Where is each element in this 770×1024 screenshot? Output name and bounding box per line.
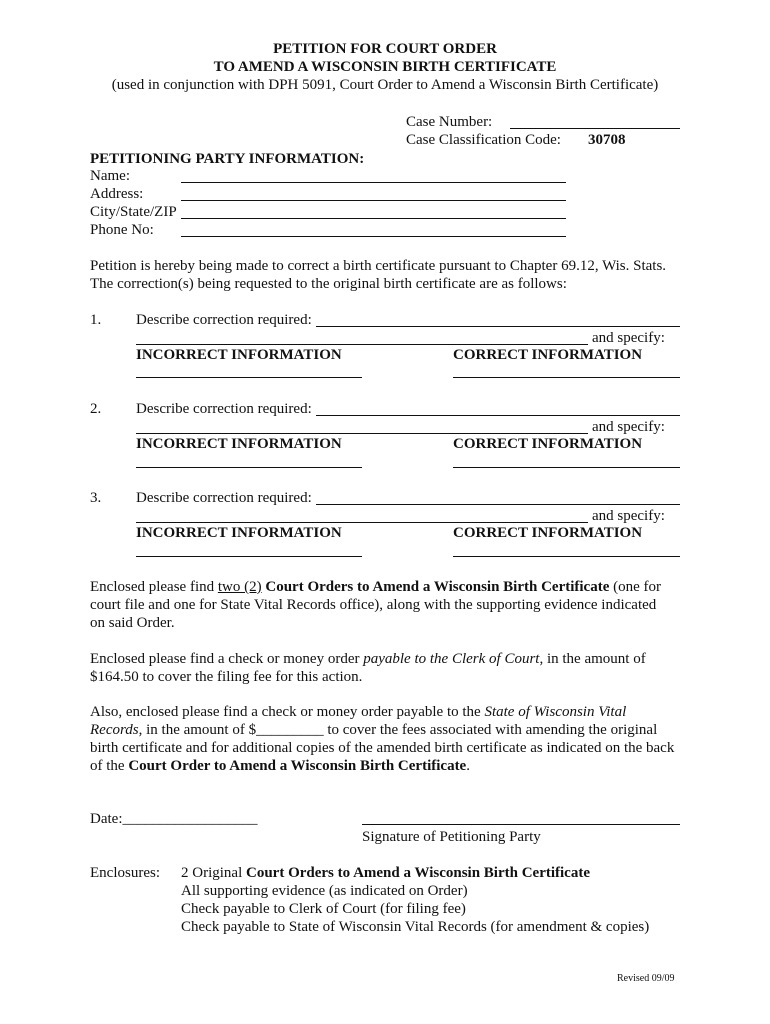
correct-information-field[interactable]: [453, 556, 680, 557]
name-label: Name:: [90, 168, 130, 184]
incorrect-information-field[interactable]: [136, 556, 362, 557]
enclosed-orders-line3: on said Order.: [90, 615, 175, 631]
describe-correction-field[interactable]: [316, 504, 680, 505]
describe-correction-field[interactable]: [316, 326, 680, 327]
enclosed-orders-prefix: Enclosed please find: [90, 579, 218, 595]
vital-records-amount-text: , in the amount of $_________ to cover the fees associated with amending the original: [138, 722, 658, 738]
vital-records-line4-suffix: .: [466, 758, 470, 774]
phone-label: Phone No:: [90, 222, 154, 238]
enclosures-label: Enclosures:: [90, 865, 160, 881]
petitioner-heading: PETITIONING PARTY INFORMATION:: [90, 151, 365, 167]
correct-information-field[interactable]: [453, 377, 680, 378]
filing-fee-suffix: , in the amount of: [539, 651, 646, 667]
correction-number: 2.: [90, 401, 102, 417]
case-number-label: Case Number:: [406, 114, 493, 130]
enclosure-item-4: Check payable to State of Wisconsin Vital Records (for amendment & copies): [181, 919, 650, 935]
and-specify-label: and specify:: [592, 330, 665, 346]
describe-correction-field[interactable]: [316, 415, 680, 416]
vital-records-fee-paragraph: [90, 703, 690, 775]
correct-information-heading: CORRECT INFORMATION: [453, 525, 643, 541]
enclosed-orders-title: Court Orders to Amend a Wisconsin Birth Certificate: [265, 579, 610, 595]
revised-date: Revised 09/09: [617, 973, 675, 984]
correction-number: 1.: [90, 312, 102, 328]
incorrect-information-field[interactable]: [136, 467, 362, 468]
address-field[interactable]: [181, 200, 566, 201]
enclosed-orders-suffix: (one for: [609, 579, 662, 595]
correct-information-heading: CORRECT INFORMATION: [453, 436, 643, 452]
case-classification-label: Case Classification Code:: [406, 132, 561, 148]
correct-information-field[interactable]: [453, 467, 680, 468]
signature-line[interactable]: [362, 824, 680, 825]
enclosure-item-1-title: Court Orders to Amend a Wisconsin Birth Certificate: [246, 865, 590, 881]
filing-fee-payee: payable to the Clerk of Court: [363, 651, 540, 667]
signature-label: Signature of Petitioning Party: [362, 829, 541, 845]
date-field[interactable]: Date:__________________: [90, 811, 258, 827]
enclosed-orders-line2: court file and one for State Vital Records office), along with the supporting evidence indicated: [90, 597, 657, 613]
vital-records-order-title: Court Order to Amend a Wisconsin Birth Certificate: [128, 758, 467, 774]
form-title-line1: PETITION FOR COURT ORDER: [273, 41, 497, 57]
case-number-field[interactable]: [510, 128, 680, 129]
describe-correction-field-continued[interactable]: [136, 433, 588, 434]
filing-fee-paragraph: [90, 650, 690, 686]
filing-fee-line2: $164.50 to cover the filing fee for this action.: [90, 669, 363, 685]
vital-records-payee: State of Wisconsin Vital: [484, 704, 627, 720]
phone-field[interactable]: [181, 236, 566, 237]
city-state-zip-label: City/State/ZIP: [90, 204, 177, 220]
intro-line2: The correction(s) being requested to the original birth certificate are as follows:: [90, 276, 567, 292]
form-title-line2: TO AMEND A WISCONSIN BIRTH CERTIFICATE: [213, 59, 557, 75]
name-field[interactable]: [181, 182, 566, 183]
city-state-zip-field[interactable]: [181, 218, 566, 219]
describe-correction-label: Describe correction required:: [136, 312, 312, 328]
describe-correction-label: Describe correction required:: [136, 490, 312, 506]
enclosed-orders-count: two (2): [217, 579, 262, 595]
filing-fee-prefix: Enclosed please find a check or money order: [90, 651, 364, 667]
and-specify-label: and specify:: [592, 508, 665, 524]
incorrect-information-heading: INCORRECT INFORMATION: [136, 525, 342, 541]
incorrect-information-heading: INCORRECT INFORMATION: [136, 436, 342, 452]
enclosure-item-1: [181, 864, 590, 882]
describe-correction-field-continued[interactable]: [136, 522, 588, 523]
correction-number: 3.: [90, 490, 102, 506]
enclosure-item-1-prefix: 2 Original: [181, 865, 246, 881]
form-subtitle: (used in conjunction with DPH 5091, Court Order to Amend a Wisconsin Birth Certificate): [111, 77, 659, 93]
and-specify-label: and specify:: [592, 419, 665, 435]
describe-correction-label: Describe correction required:: [136, 401, 312, 417]
vital-records-prefix: Also, enclosed please find a check or money order payable to the: [90, 704, 485, 720]
case-classification-code: 30708: [588, 132, 626, 148]
vital-records-line3: birth certificate and for additional copies of the amended birth certificate as indicated on the back: [90, 740, 675, 756]
enclosed-orders-paragraph: [90, 578, 690, 632]
vital-records-line4-prefix: of the: [90, 758, 129, 774]
incorrect-information-heading: INCORRECT INFORMATION: [136, 347, 342, 363]
intro-line1: Petition is hereby being made to correct a birth certificate pursuant to Chapter 69.12, Wis. Stats.: [90, 258, 667, 274]
incorrect-information-field[interactable]: [136, 377, 362, 378]
address-label: Address:: [90, 186, 144, 202]
enclosure-item-3: Check payable to Clerk of Court (for filing fee): [181, 901, 466, 917]
enclosure-item-2: All supporting evidence (as indicated on Order): [181, 883, 468, 899]
correct-information-heading: CORRECT INFORMATION: [453, 347, 643, 363]
vital-records-payee-continued: Records: [90, 722, 139, 738]
describe-correction-field-continued[interactable]: [136, 344, 588, 345]
